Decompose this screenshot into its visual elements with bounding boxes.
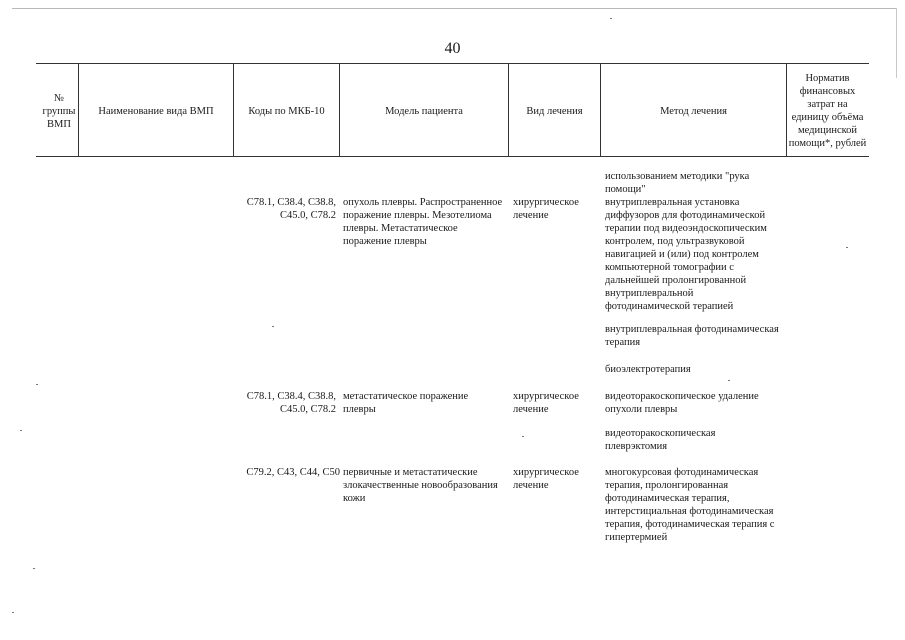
row1-method-4: биоэлектротерапия xyxy=(605,364,691,375)
scan-speck xyxy=(33,568,35,569)
header-cost-norm: Норматив финансовых затрат на единицу объёма медицинской помощи*, рублей xyxy=(788,73,867,149)
row1-method-1: использованием методики "рука помощи" xyxy=(605,171,750,195)
header-treatment-method: Метод лечения xyxy=(660,105,727,117)
scan-speck xyxy=(610,18,612,19)
header-treatment-type: Вид лечения xyxy=(526,105,583,117)
scan-speck xyxy=(522,436,524,437)
header-vmp-name: Наименование вида ВМП xyxy=(98,105,214,117)
scan-speck xyxy=(728,380,730,381)
row1-method-2: внутриплевральная установка диффузоров для фотодинамической терапии под видеоэндоскопическим контролем, под ультразвуковой навигацией и (или) под контролем компьютерной томографии с дальнейшей пролонгированной внутриплевральной фотодинамической терапией xyxy=(605,197,767,312)
row3-treatment-type: хирургическое лечение xyxy=(513,467,579,491)
row1-method-3: внутриплевральная фотодинамическая терапия xyxy=(605,324,779,348)
header-icd-codes: Коды по МКБ-10 xyxy=(248,105,325,117)
row3-icd-codes: C79.2, C43, C44, C50 xyxy=(246,467,340,478)
row2-method-2: видеоторакоскопическая плеврэктомия xyxy=(605,428,716,452)
row1-icd-codes: C78.1, C38.4, C38.8, C45.0, C78.2 xyxy=(246,197,336,221)
scan-speck xyxy=(846,247,848,248)
page-top-edge xyxy=(12,8,897,9)
row3-method-1: многокурсовая фотодинамическая терапия, пролонгированная фотодинамическая терапия, интерстициальная фотодинамическая терапия, фотодинамическая терапия с гипертермией xyxy=(605,467,775,543)
scan-speck xyxy=(12,612,14,613)
row2-icd-codes: C78.1, C38.4, C38.8, C45.0, C78.2 xyxy=(246,391,336,415)
page-number: 40 xyxy=(444,40,461,57)
scan-speck xyxy=(36,384,38,385)
scan-speck xyxy=(272,326,274,327)
row1-treatment-type: хирургическое лечение xyxy=(513,197,579,221)
scan-speck xyxy=(20,430,22,431)
row3-patient-model: первичные и метастатические злокачественные новообразования кожи xyxy=(343,467,498,504)
header-group-no: № группы ВМП xyxy=(42,92,76,130)
row2-patient-model: метастатическое поражение плевры xyxy=(343,391,469,415)
row2-treatment-type: хирургическое лечение xyxy=(513,391,579,415)
header-patient-model: Модель пациента xyxy=(385,105,463,117)
col-divider-6 xyxy=(786,63,787,157)
row1-patient-model: опухоль плевры. Распространенное поражение плевры. Мезотелиома плевры. Метастатическое поражение плевры xyxy=(343,197,503,247)
row2-method-1: видеоторакоскопическое удаление опухоли плевры xyxy=(605,391,759,415)
